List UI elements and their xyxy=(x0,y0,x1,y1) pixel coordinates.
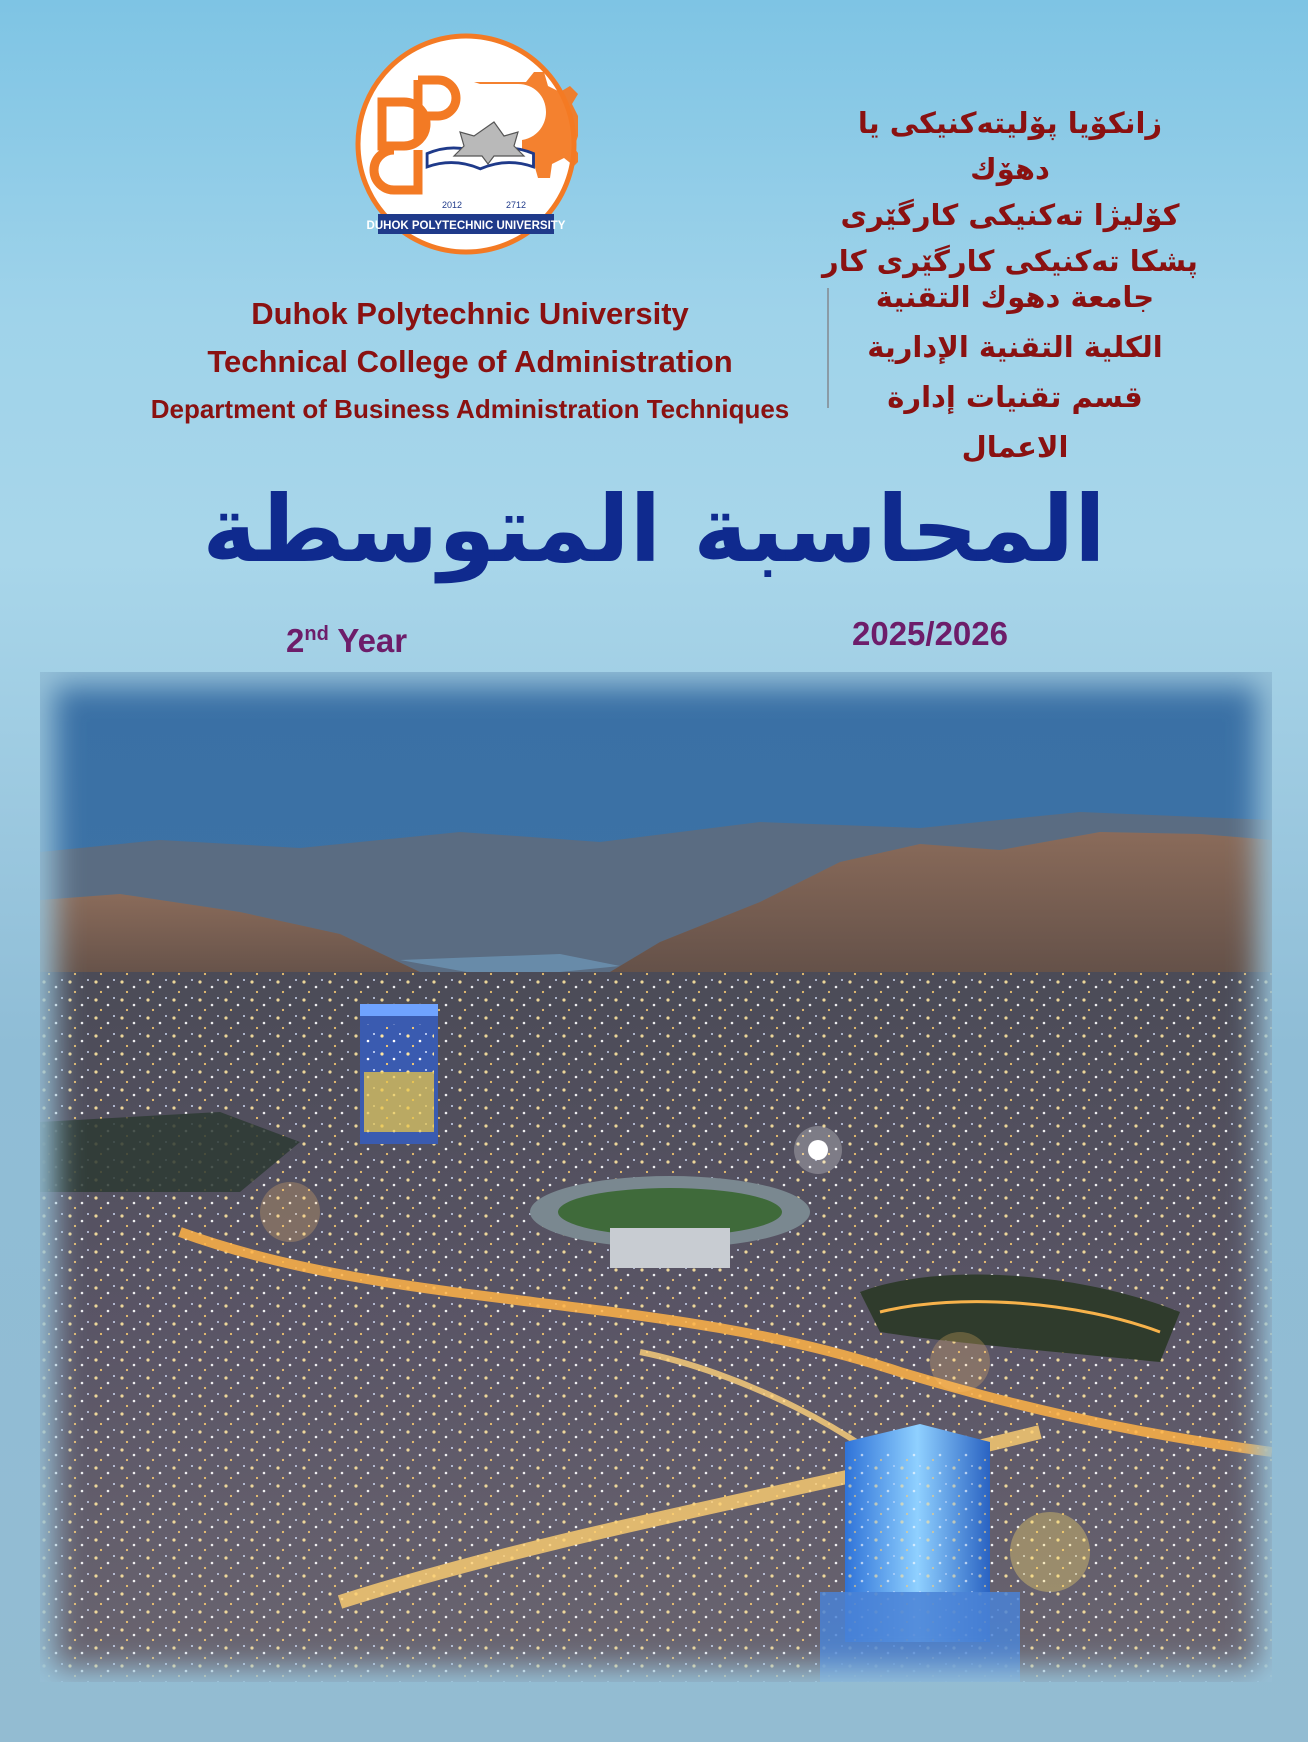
kurdish-university: زانكۆيا پۆليتەكنيكى يا دهۆك xyxy=(857,106,1163,186)
arabic-college: الكلية التقنية الإدارية xyxy=(867,330,1163,364)
logo-caption: DUHOK POLYTECHNIC UNIVERSITY xyxy=(366,220,566,232)
arabic-university: جامعة دهوك التقنية xyxy=(875,280,1155,314)
academic-year: 2025/2026 xyxy=(852,615,1008,652)
course-title: المحاسبة المتوسطة xyxy=(202,476,1106,583)
english-department: Department of Business Administration Techniques xyxy=(150,394,790,424)
kurdish-college: كۆليژا تەكنيكى كارگێرى xyxy=(840,198,1180,232)
logo-year-right: 2712 xyxy=(506,200,527,210)
arabic-header xyxy=(830,272,1200,472)
english-university: Duhok Polytechnic University xyxy=(251,296,689,331)
english-college: Technical College of Administration xyxy=(207,344,733,379)
study-year-suffix: nd xyxy=(304,623,329,645)
city-scene xyxy=(40,672,1272,1682)
study-year-label: Year xyxy=(337,622,408,659)
logo-year-left: 2012 xyxy=(442,200,463,210)
study-year-number: 2 xyxy=(286,622,305,659)
arabic-department: قسم تقنيات إدارة الاعمال xyxy=(887,380,1143,464)
kurdish-department: پشكا تەكنيكى كارگێرى كار xyxy=(822,244,1198,278)
kurdish-header xyxy=(820,100,1200,284)
english-header xyxy=(100,290,840,432)
dpu-logo-icon xyxy=(354,32,578,256)
study-year xyxy=(286,612,407,663)
duhok-city-night-photo xyxy=(40,672,1272,1682)
